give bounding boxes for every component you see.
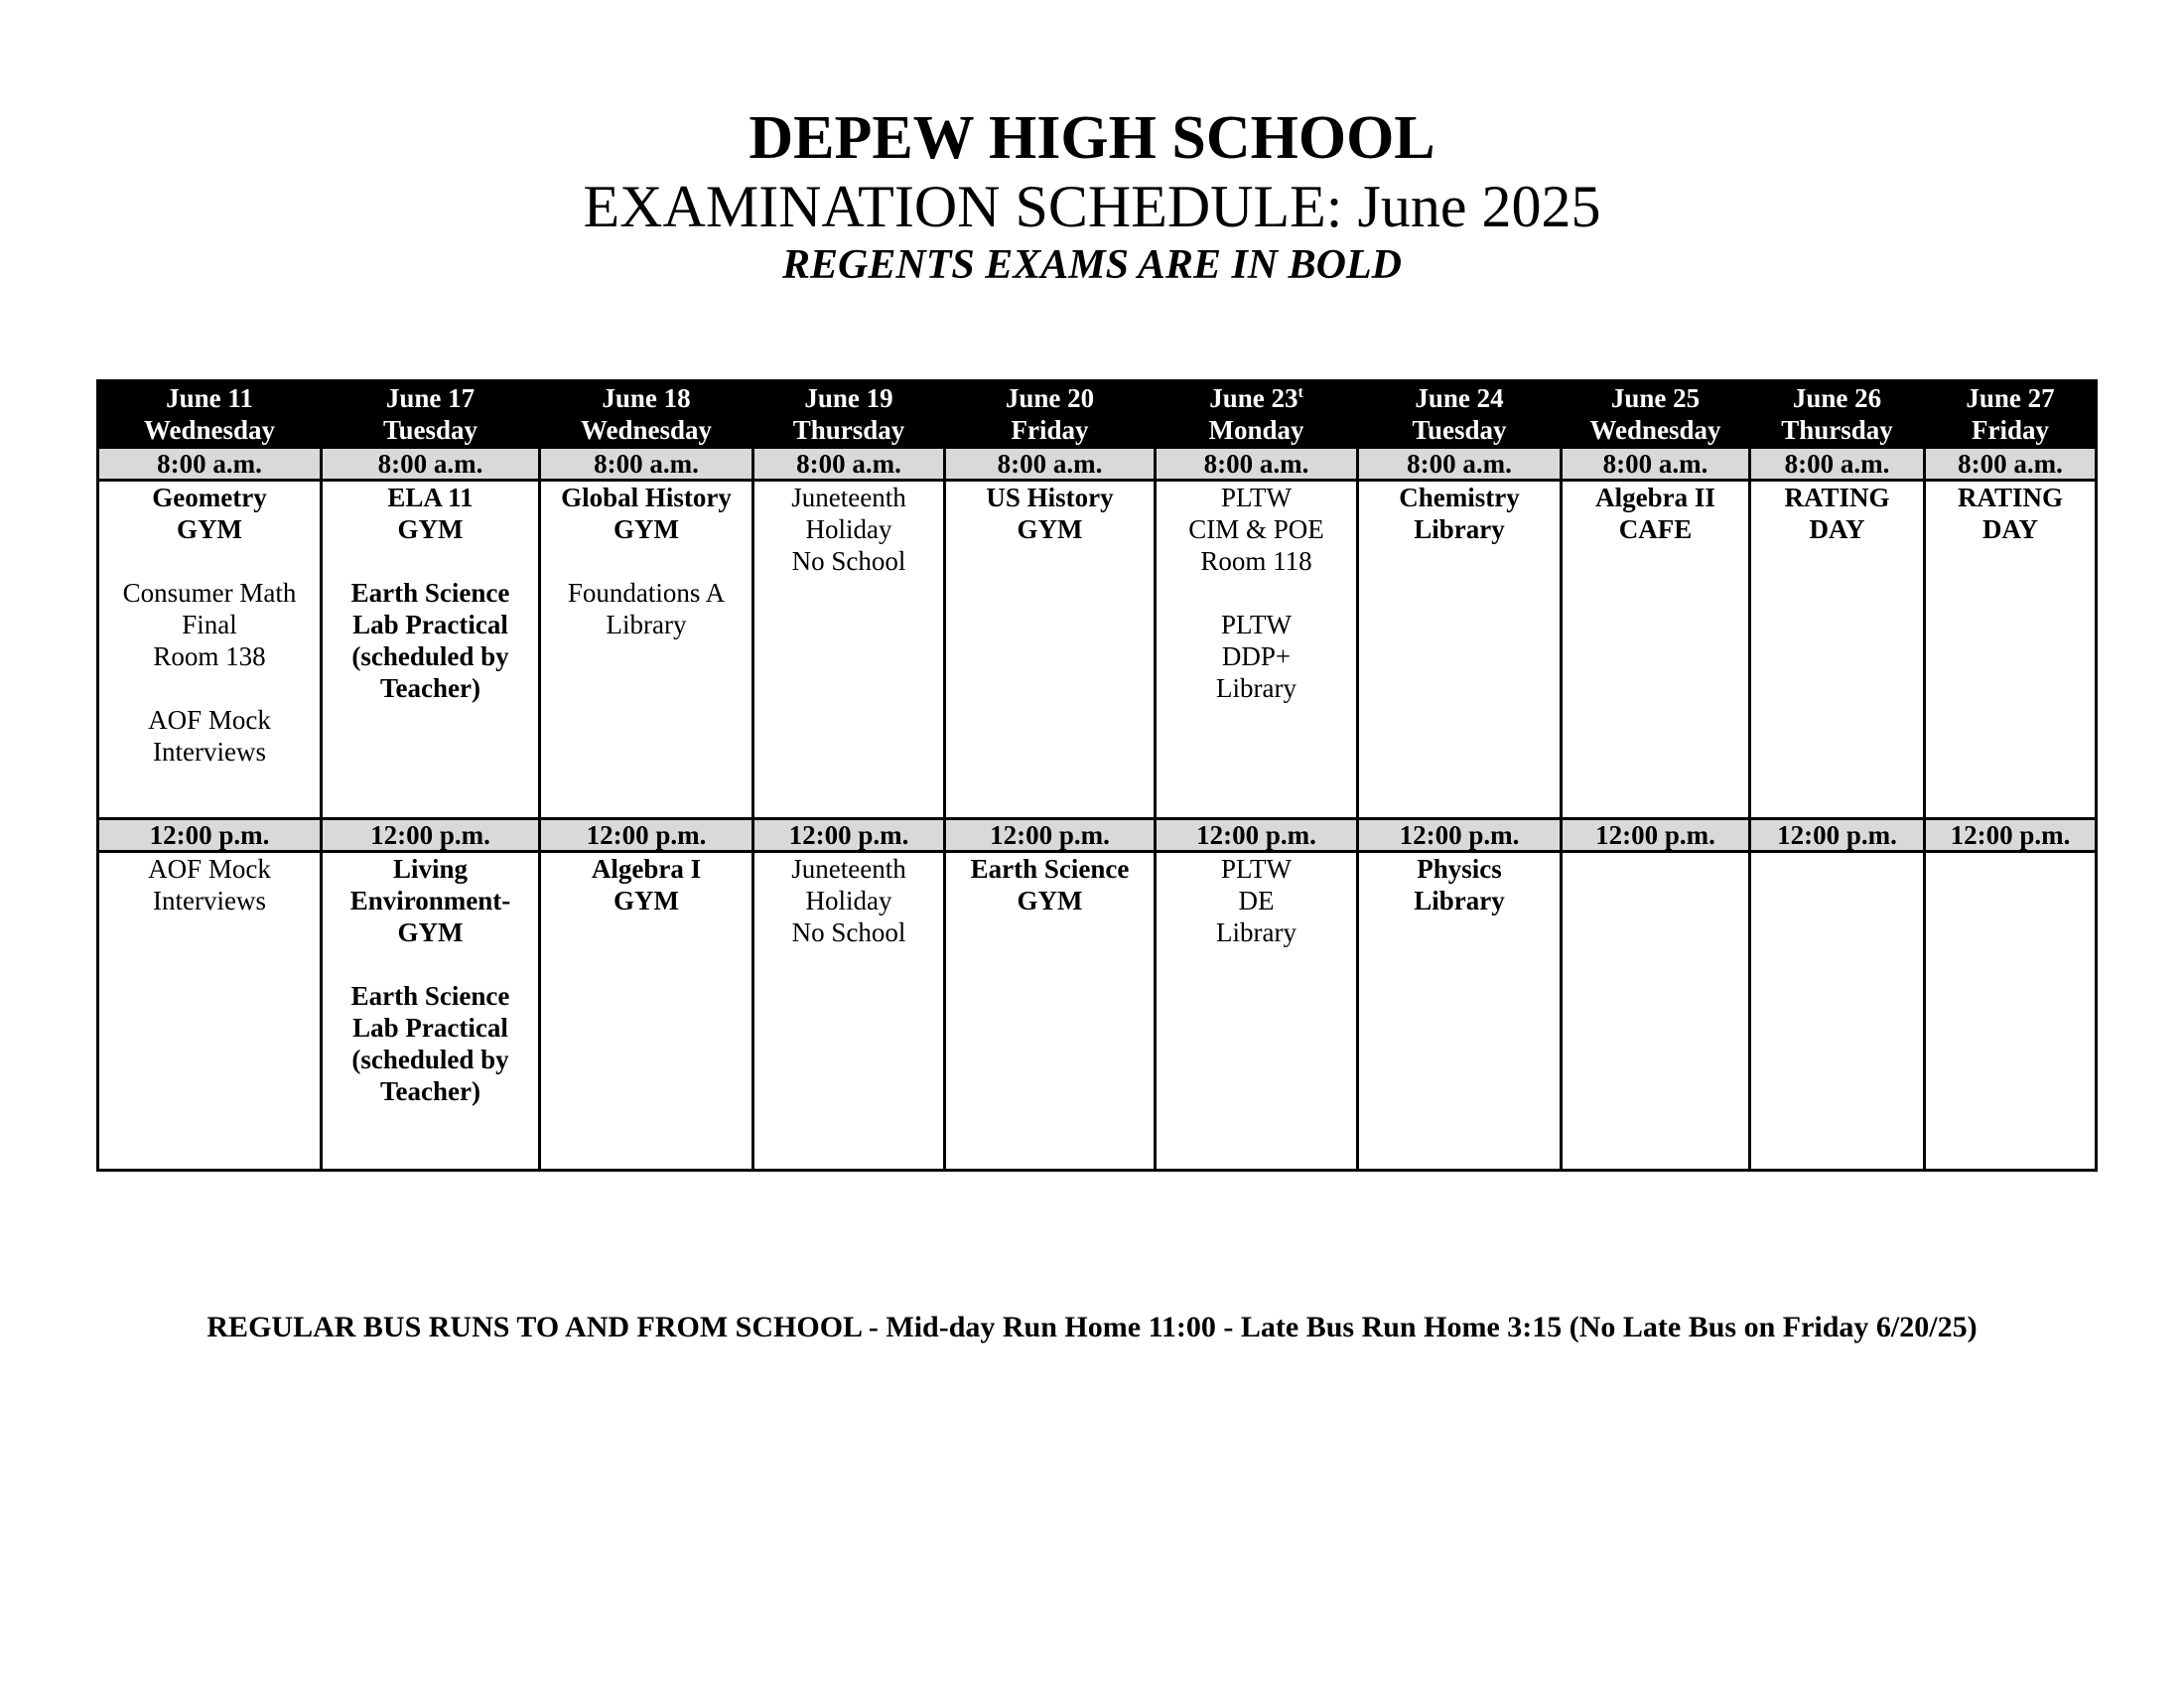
entry-line: Room 138	[153, 641, 266, 671]
afternoon-time-cell-1: 12:00 p.m.	[98, 819, 322, 852]
entry-line: GYM	[397, 514, 464, 544]
entry-line: Chemistry	[1399, 483, 1520, 512]
entry-line: Lab Practical	[352, 610, 508, 639]
morning-time-cell-6: 8:00 a.m.	[1156, 448, 1358, 481]
regents-exam-entry	[99, 482, 320, 545]
exam-entry	[99, 577, 320, 672]
afternoon-exam-cell-1	[98, 852, 322, 1171]
morning-exam-cell-1	[98, 481, 322, 819]
entry-line: AOF Mock	[148, 854, 271, 884]
entry-line: Holiday	[805, 514, 892, 544]
morning-time-cell-10: 8:00 a.m.	[1925, 448, 2097, 481]
exam-entry	[541, 577, 751, 640]
entry-line: Geometry	[152, 483, 267, 512]
day-weekday: Thursday	[792, 415, 905, 445]
entry-line: No School	[791, 546, 906, 576]
entry-line: Algebra II	[1595, 483, 1715, 512]
morning-exam-cell-4	[753, 481, 945, 819]
day-header-1	[98, 381, 322, 448]
day-date: June 20	[1005, 383, 1095, 413]
morning-exam-cell-8	[1562, 481, 1750, 819]
school-name: DEPEW HIGH SCHOOL	[749, 104, 1435, 172]
regents-exam-entry	[1926, 482, 2095, 545]
morning-exam-cell-7	[1358, 481, 1562, 819]
entry-line: RATING	[1957, 483, 2063, 512]
entry-line: DE	[1238, 886, 1275, 915]
regents-exam-entry	[1359, 482, 1560, 545]
morning-time-cell-3: 8:00 a.m.	[540, 448, 753, 481]
morning-exam-cell-10	[1925, 481, 2097, 819]
day-date: June 27	[1966, 383, 2055, 413]
entry-spacer	[323, 545, 538, 577]
entry-line: PLTW	[1220, 610, 1292, 639]
entry-line: GYM	[177, 514, 242, 544]
day-weekday: Wednesday	[580, 415, 713, 445]
afternoon-exam-row	[98, 852, 2097, 1171]
entry-line: Foundations A	[567, 578, 726, 608]
entry-line: Physics	[1417, 854, 1502, 884]
day-weekday: Thursday	[1781, 415, 1893, 445]
date-superscript: t	[1297, 384, 1303, 401]
afternoon-exam-cell-2	[322, 852, 540, 1171]
regents-exam-entry	[541, 482, 751, 545]
exam-schedule-table	[96, 379, 2098, 1172]
entry-line: Lab Practical	[352, 1013, 508, 1043]
day-date: June 25	[1610, 383, 1701, 413]
entry-spacer	[1157, 577, 1356, 609]
afternoon-exam-cell-3	[540, 852, 753, 1171]
regents-exam-entry	[323, 853, 538, 948]
regents-exam-entry	[1751, 482, 1923, 545]
afternoon-time-cell-7: 12:00 p.m.	[1358, 819, 1562, 852]
entry-line: Global History	[561, 483, 732, 512]
day-date: June 19	[804, 383, 893, 413]
day-date: June 18	[602, 383, 691, 413]
entry-line: Room 118	[1200, 546, 1312, 576]
afternoon-exam-cell-9	[1750, 852, 1925, 1171]
entry-line: PLTW	[1220, 483, 1292, 512]
entry-line: RATING	[1784, 483, 1890, 512]
entry-spacer	[99, 672, 320, 704]
exam-entry	[99, 853, 320, 916]
entry-line: AOF Mock	[148, 705, 271, 735]
entry-line: ELA 11	[387, 483, 474, 512]
entry-line: Library	[1414, 886, 1505, 915]
entry-line: GYM	[1017, 886, 1083, 915]
exam-entry	[754, 482, 943, 577]
day-header-3	[540, 381, 753, 448]
entry-line: GYM	[1017, 514, 1083, 544]
entry-line: Holiday	[805, 886, 892, 915]
day-header-row	[98, 381, 2097, 448]
entry-line: Earth Science	[350, 578, 510, 608]
entry-line: Earth Science	[970, 854, 1130, 884]
day-weekday: Friday	[1972, 415, 2049, 445]
entry-line: Algebra I	[591, 854, 702, 884]
day-date: June 11	[166, 383, 253, 413]
regents-exam-entry	[541, 853, 751, 916]
regents-exam-entry	[323, 482, 538, 545]
entry-line: DAY	[1809, 514, 1865, 544]
entry-line: PLTW	[1220, 854, 1292, 884]
morning-exam-cell-9	[1750, 481, 1925, 819]
regents-exam-entry	[323, 980, 538, 1107]
morning-exam-cell-5	[945, 481, 1156, 819]
entry-line: Teacher)	[380, 673, 480, 703]
entry-line: Consumer Math	[122, 578, 297, 608]
entry-line: Teacher)	[380, 1076, 480, 1106]
morning-time-row	[98, 448, 2097, 481]
entry-spacer	[541, 545, 751, 577]
day-date: June 17	[385, 383, 476, 413]
day-header-6	[1156, 381, 1358, 448]
exam-entry	[1157, 482, 1356, 577]
morning-exam-row	[98, 481, 2097, 819]
afternoon-exam-cell-6	[1156, 852, 1358, 1171]
afternoon-time-cell-2: 12:00 p.m.	[322, 819, 540, 852]
day-header-4	[753, 381, 945, 448]
day-weekday: Tuesday	[382, 415, 478, 445]
entry-line: CAFE	[1618, 514, 1693, 544]
day-weekday: Monday	[1208, 415, 1304, 445]
entry-line: Library	[606, 610, 687, 639]
entry-line: Juneteenth	[791, 483, 906, 512]
morning-exam-cell-6	[1156, 481, 1358, 819]
entry-line: GYM	[614, 514, 679, 544]
regents-exam-entry	[946, 853, 1154, 916]
entry-line: Library	[1414, 514, 1505, 544]
entry-line: Library	[1216, 673, 1297, 703]
entry-line: Final	[182, 610, 237, 639]
regents-exam-entry	[1359, 853, 1560, 916]
entry-line: Living	[392, 854, 469, 884]
entry-line: Juneteenth	[791, 854, 906, 884]
regents-note: REGENTS EXAMS ARE IN BOLD	[782, 242, 1402, 288]
afternoon-time-cell-3: 12:00 p.m.	[540, 819, 753, 852]
day-weekday: Tuesday	[1412, 415, 1507, 445]
afternoon-time-row	[98, 819, 2097, 852]
day-date: June 24	[1415, 383, 1504, 413]
entry-line: CIM & POE	[1188, 514, 1324, 544]
entry-line: No School	[791, 917, 906, 947]
morning-time-cell-1: 8:00 a.m.	[98, 448, 322, 481]
day-header-10	[1925, 381, 2097, 448]
day-header-9	[1750, 381, 1925, 448]
day-weekday: Friday	[1011, 415, 1089, 445]
day-weekday: Wednesday	[143, 415, 276, 445]
entry-line: Environment-	[349, 886, 511, 915]
afternoon-time-cell-10: 12:00 p.m.	[1925, 819, 2097, 852]
morning-time-cell-8: 8:00 a.m.	[1562, 448, 1750, 481]
morning-time-cell-2: 8:00 a.m.	[322, 448, 540, 481]
day-date: June 23$^t$	[1209, 383, 1303, 413]
morning-time-cell-9: 8:00 a.m.	[1750, 448, 1925, 481]
morning-time-cell-5: 8:00 a.m.	[945, 448, 1156, 481]
afternoon-time-cell-9: 12:00 p.m.	[1750, 819, 1925, 852]
day-header-5	[945, 381, 1156, 448]
day-header-2	[322, 381, 540, 448]
entry-line: DDP+	[1221, 641, 1292, 671]
entry-line: Interviews	[153, 737, 266, 767]
regents-exam-entry	[946, 482, 1154, 545]
exam-entry	[99, 704, 320, 768]
entry-spacer	[323, 948, 538, 980]
regents-exam-entry	[1563, 482, 1748, 545]
exam-entry	[754, 853, 943, 948]
afternoon-exam-cell-7	[1358, 852, 1562, 1171]
bus-info-footer: REGULAR BUS RUNS TO AND FROM SCHOOL - Mid-day Run Home 11:00 - Late Bus Run Home 3:15 (No Late Bus on Friday 6/20/25)	[206, 1311, 1978, 1343]
day-header-7	[1358, 381, 1562, 448]
day-weekday: Wednesday	[1589, 415, 1721, 445]
afternoon-exam-cell-4	[753, 852, 945, 1171]
morning-exam-cell-3	[540, 481, 753, 819]
afternoon-exam-cell-10	[1925, 852, 2097, 1171]
regents-exam-entry	[323, 577, 538, 704]
entry-line: US History	[986, 483, 1114, 512]
morning-exam-cell-2	[322, 481, 540, 819]
morning-time-cell-4: 8:00 a.m.	[753, 448, 945, 481]
afternoon-time-cell-5: 12:00 p.m.	[945, 819, 1156, 852]
entry-line: (scheduled by	[351, 641, 509, 671]
schedule-title: EXAMINATION SCHEDULE: June 2025	[583, 174, 1601, 239]
entry-line: Library	[1216, 917, 1297, 947]
morning-time-cell-7: 8:00 a.m.	[1358, 448, 1562, 481]
entry-line: (scheduled by	[351, 1045, 509, 1074]
day-header-8	[1562, 381, 1750, 448]
exam-entry	[1157, 853, 1356, 948]
afternoon-time-cell-4: 12:00 p.m.	[753, 819, 945, 852]
afternoon-exam-cell-8	[1562, 852, 1750, 1171]
entry-line: Interviews	[153, 886, 266, 915]
afternoon-time-cell-8: 12:00 p.m.	[1562, 819, 1750, 852]
afternoon-time-cell-6: 12:00 p.m.	[1156, 819, 1358, 852]
exam-entry	[1157, 609, 1356, 704]
entry-line: DAY	[1981, 514, 2039, 544]
entry-spacer	[99, 545, 320, 577]
afternoon-exam-cell-5	[945, 852, 1156, 1171]
day-date: June 26	[1792, 383, 1882, 413]
entry-line: GYM	[397, 917, 464, 947]
entry-line: Earth Science	[350, 981, 510, 1011]
entry-line: GYM	[614, 886, 679, 915]
